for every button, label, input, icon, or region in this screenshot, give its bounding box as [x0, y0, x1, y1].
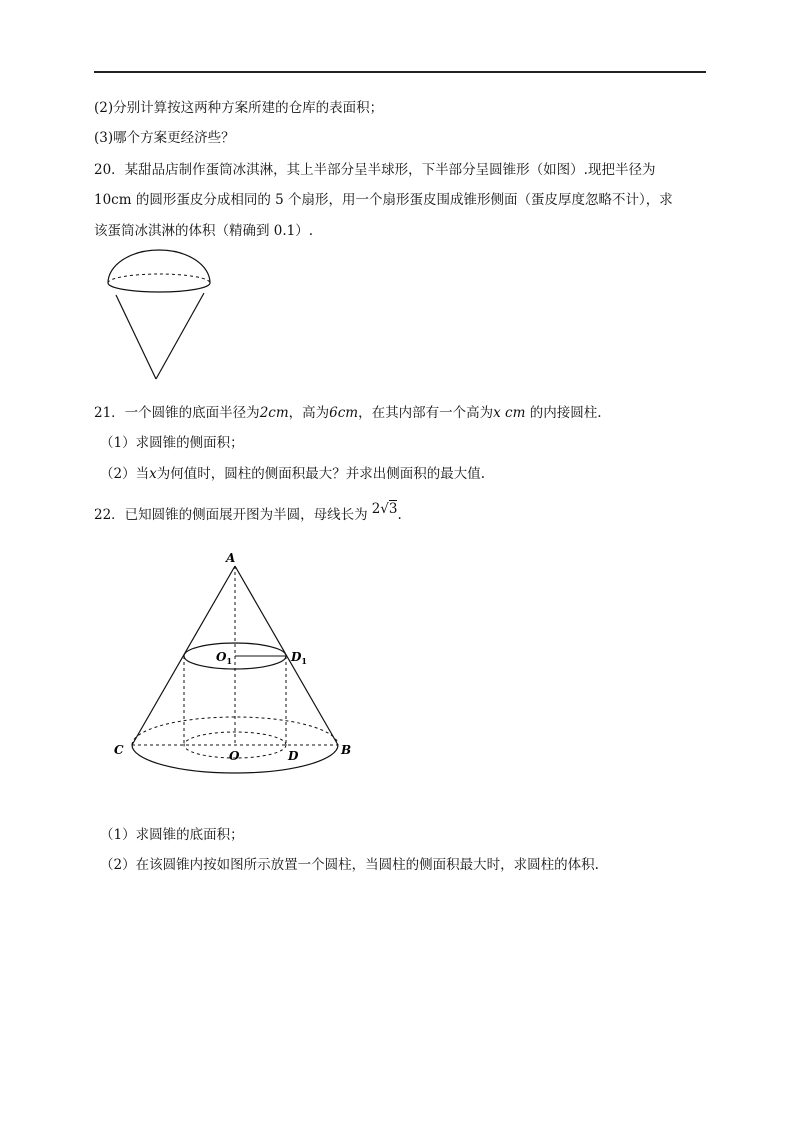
- q21-part2-variable-x: x: [149, 466, 157, 482]
- cone-left-edge: [116, 295, 156, 379]
- q21-stem: [94, 404, 602, 422]
- q21-text: ，高为: [288, 405, 330, 421]
- q20-line3: 该蛋筒冰淇淋的体积（精确到 0.1）.: [94, 223, 314, 239]
- label-C: C: [114, 743, 124, 757]
- hemisphere-top: [108, 250, 210, 283]
- q21-unit: cm: [337, 405, 359, 421]
- sqrt-radicand: 3: [388, 501, 398, 517]
- q22-stem: [94, 501, 402, 524]
- label-D1: $D_1$: [291, 650, 307, 666]
- sqrt-expression: [372, 501, 398, 517]
- label-O: O: [229, 749, 240, 763]
- q21-radius: 2: [259, 405, 269, 421]
- q22-text: 22．已知圆锥的侧面展开图为半圆，母线长为: [94, 507, 368, 523]
- q21-text: 的内接圆柱.: [529, 405, 602, 421]
- header-rule: [94, 71, 706, 73]
- q21-part1: （1）求圆锥的侧面积；: [100, 435, 244, 451]
- q19-part2: (2)分别计算按这两种方案所建的仓库的表面积；: [94, 100, 384, 116]
- sqrt-sign: √: [380, 501, 389, 517]
- q21-part2-text: （2）当: [100, 466, 150, 482]
- q22-part1: （1）求圆锥的底面积；: [100, 827, 244, 843]
- q21-variable-x: x: [493, 405, 501, 421]
- q22-text: .: [397, 507, 402, 523]
- q21-unit: cm: [505, 405, 526, 421]
- q22-part2: （2）在该圆锥内按如图所示放置一个圆柱，当圆柱的侧面积最大时，求圆柱的体积.: [100, 857, 599, 873]
- label-D: D: [288, 749, 299, 763]
- label-A: A: [226, 551, 236, 565]
- hemisphere-base-back: [108, 274, 210, 283]
- q19-part3: (3)哪个方案更经济些？: [94, 130, 235, 146]
- cone-cylinder-figure: [108, 548, 358, 778]
- q21-part2: [100, 465, 485, 483]
- label-O1: $O_1$: [216, 650, 233, 666]
- q21-unit: cm: [268, 405, 289, 421]
- q20-line1: 20．某甜品店制作蛋筒冰淇淋，其上半部分呈半球形，下半部分呈圆锥形（如图）.现把半径为: [94, 162, 656, 178]
- ice-cream-figure: [100, 248, 220, 384]
- hemisphere-base-front: [108, 283, 210, 292]
- q21-text: ，在其内部有一个高为: [358, 405, 494, 421]
- q21-part2-text: 为何值时，圆柱的侧面积最大？并求出侧面积的最大值.: [156, 466, 486, 482]
- cone-right-edge: [156, 293, 204, 379]
- sqrt-coefficient: 2: [371, 501, 381, 517]
- label-B: B: [341, 743, 352, 757]
- q20-line2: 10cm 的圆形蛋皮分成相同的 5 个扇形，用一个扇形蛋皮围成锥形侧面（蛋皮厚度忽略不计），求: [94, 192, 673, 208]
- q21-height: 6: [329, 405, 338, 421]
- q21-text: 21．一个圆锥的底面半径为: [94, 405, 260, 421]
